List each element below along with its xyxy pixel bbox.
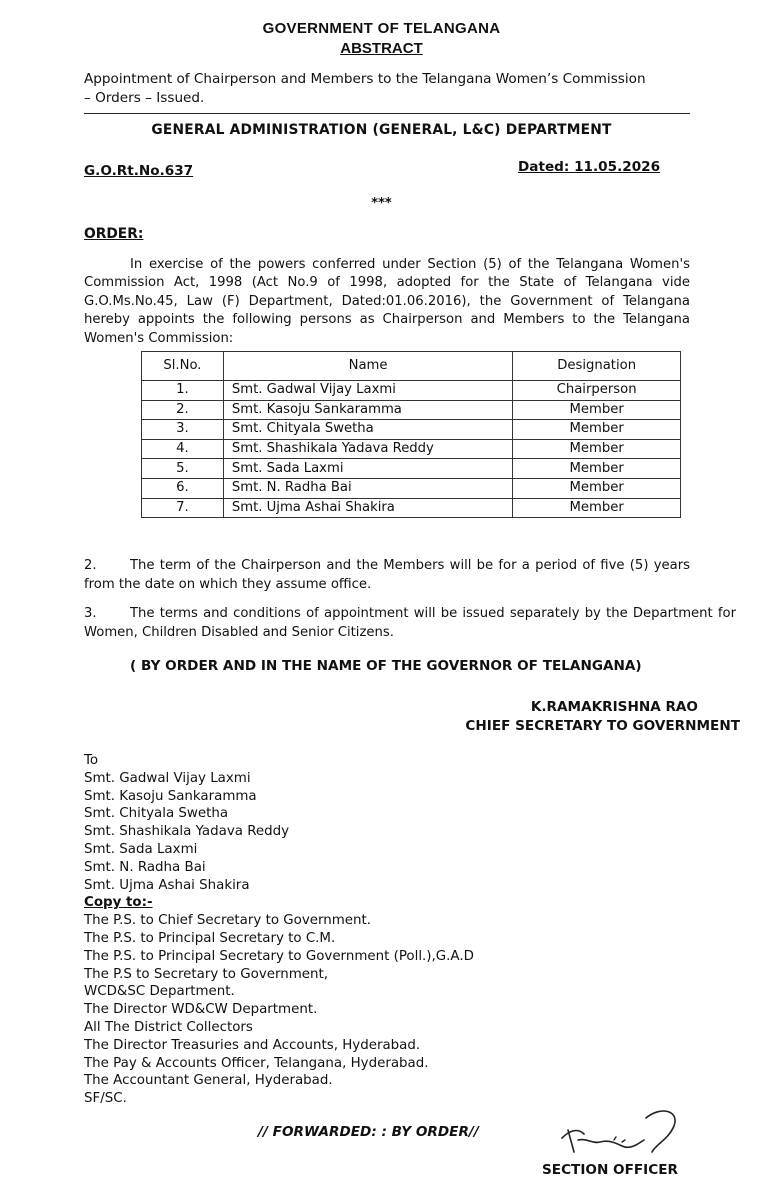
row-slno: 7. <box>142 498 224 518</box>
list-item: The Pay & Accounts Officer, Telangana, Hyderabad. <box>84 1055 429 1071</box>
copy-to-label: Copy to:- <box>84 895 153 911</box>
row-designation: Chairperson <box>513 381 681 401</box>
table-row <box>142 498 681 518</box>
forwarded-line: // FORWARDED: : BY ORDER// <box>258 1124 479 1140</box>
separator-stars: *** <box>371 196 392 211</box>
list-item: The P.S to Secretary to Government, <box>84 966 329 982</box>
paragraph-3-text: The terms and conditions of appointment will be issued separately by the Department for Women, Children Disabled and Senior Citizens. <box>84 606 736 640</box>
header-slno: Sl.No. <box>142 352 224 381</box>
distribution-list <box>84 752 474 1108</box>
row-slno: 1. <box>142 381 224 401</box>
signatory-title: CHIEF SECRETARY TO GOVERNMENT <box>465 718 740 734</box>
list-item: All The District Collectors <box>84 1019 253 1035</box>
section-officer-label: SECTION OFFICER <box>542 1162 678 1178</box>
abstract-heading: ABSTRACT <box>340 40 423 57</box>
row-slno: 4. <box>142 439 224 459</box>
paragraph-2-number: 2. <box>84 558 97 573</box>
government-title: GOVERNMENT OF TELANGANA <box>262 20 501 37</box>
list-item: The P.S. to Principal Secretary to Government (Poll.),G.A.D <box>84 948 474 964</box>
row-name: Smt. Gadwal Vijay Laxmi <box>223 381 512 401</box>
subject-line-2: – Orders – Issued. <box>84 90 205 106</box>
table-row <box>142 400 681 420</box>
order-heading: ORDER: <box>84 226 144 242</box>
list-item: The Director WD&CW Department. <box>84 1002 318 1018</box>
by-order-line: ( BY ORDER AND IN THE NAME OF THE GOVERNOR OF TELANGANA) <box>130 658 642 674</box>
to-label: To <box>84 753 99 768</box>
row-name: Smt. Sada Laxmi <box>223 459 512 479</box>
order-paragraph-2 <box>84 556 690 594</box>
list-item: The Director Treasuries and Accounts, Hyderabad. <box>84 1037 421 1053</box>
list-item: Smt. Ujma Ashai Shakira <box>84 877 250 893</box>
row-name: Smt. Shashikala Yadava Reddy <box>223 439 512 459</box>
table-header-row <box>142 352 681 381</box>
paragraph-2-text: The term of the Chairperson and the Members will be for a period of five (5) years from the date on which they assume office. <box>84 558 690 592</box>
department-heading: GENERAL ADMINISTRATION (GENERAL, L&C) DEPARTMENT <box>151 122 612 138</box>
header-designation: Designation <box>513 352 681 381</box>
row-designation: Member <box>513 400 681 420</box>
list-item: Smt. Shashikala Yadava Reddy <box>84 824 290 840</box>
order-date: Dated: 11.05.2026 <box>518 159 661 175</box>
subject-line-1: Appointment of Chairperson and Members to the Telangana Women’s Commission <box>84 71 646 87</box>
row-designation: Member <box>513 439 681 459</box>
order-paragraph-3 <box>84 604 736 642</box>
row-designation: Member <box>513 478 681 498</box>
table-row <box>142 478 681 498</box>
row-name: Smt. Kasoju Sankaramma <box>223 400 512 420</box>
row-name: Smt. Ujma Ashai Shakira <box>223 498 512 518</box>
row-slno: 5. <box>142 459 224 479</box>
subject-divider <box>84 113 690 114</box>
list-item: Smt. Chityala Swetha <box>84 806 229 822</box>
table-row <box>142 459 681 479</box>
order-paragraph-1: In exercise of the powers conferred under Section (5) of the Telangana Women's Commission Act, 1998 (Act No.9 of 1998, adopted for the State of Telangana vide G.O.Ms.No.45, Law (F) Department, Dated:01.06.2016), the Government of Telangana hereby appoints the following persons as Chairperson and Members to the Telangana Women's Commission: <box>84 257 690 346</box>
list-item: WCD&SC Department. <box>84 984 235 1000</box>
row-slno: 6. <box>142 478 224 498</box>
row-slno: 2. <box>142 400 224 420</box>
list-item: Smt. N. Radha Bai <box>84 859 206 875</box>
list-item: Smt. Gadwal Vijay Laxmi <box>84 770 251 786</box>
row-designation: Member <box>513 420 681 440</box>
go-number: G.O.Rt.No.637 <box>84 163 194 179</box>
table-row <box>142 381 681 401</box>
row-name: Smt. N. Radha Bai <box>223 478 512 498</box>
list-item: The P.S. to Principal Secretary to C.M. <box>84 930 336 946</box>
list-item: The Accountant General, Hyderabad. <box>84 1073 333 1089</box>
row-designation: Member <box>513 498 681 518</box>
paragraph-3-number: 3. <box>84 606 97 621</box>
handwritten-signature <box>548 1100 698 1162</box>
subject <box>84 70 724 108</box>
row-designation: Member <box>513 459 681 479</box>
header-name: Name <box>223 352 512 381</box>
list-item: The P.S. to Chief Secretary to Government. <box>84 913 372 929</box>
row-slno: 3. <box>142 420 224 440</box>
row-name: Smt. Chityala Swetha <box>223 420 512 440</box>
table-row <box>142 420 681 440</box>
list-item: Smt. Sada Laxmi <box>84 841 198 857</box>
members-table <box>141 351 681 518</box>
table-row <box>142 439 681 459</box>
signatory-block <box>436 698 740 736</box>
signatory-name: K.RAMAKRISHNA RAO <box>530 699 698 715</box>
list-item: SF/SC. <box>84 1091 127 1107</box>
list-item: Smt. Kasoju Sankaramma <box>84 788 257 804</box>
